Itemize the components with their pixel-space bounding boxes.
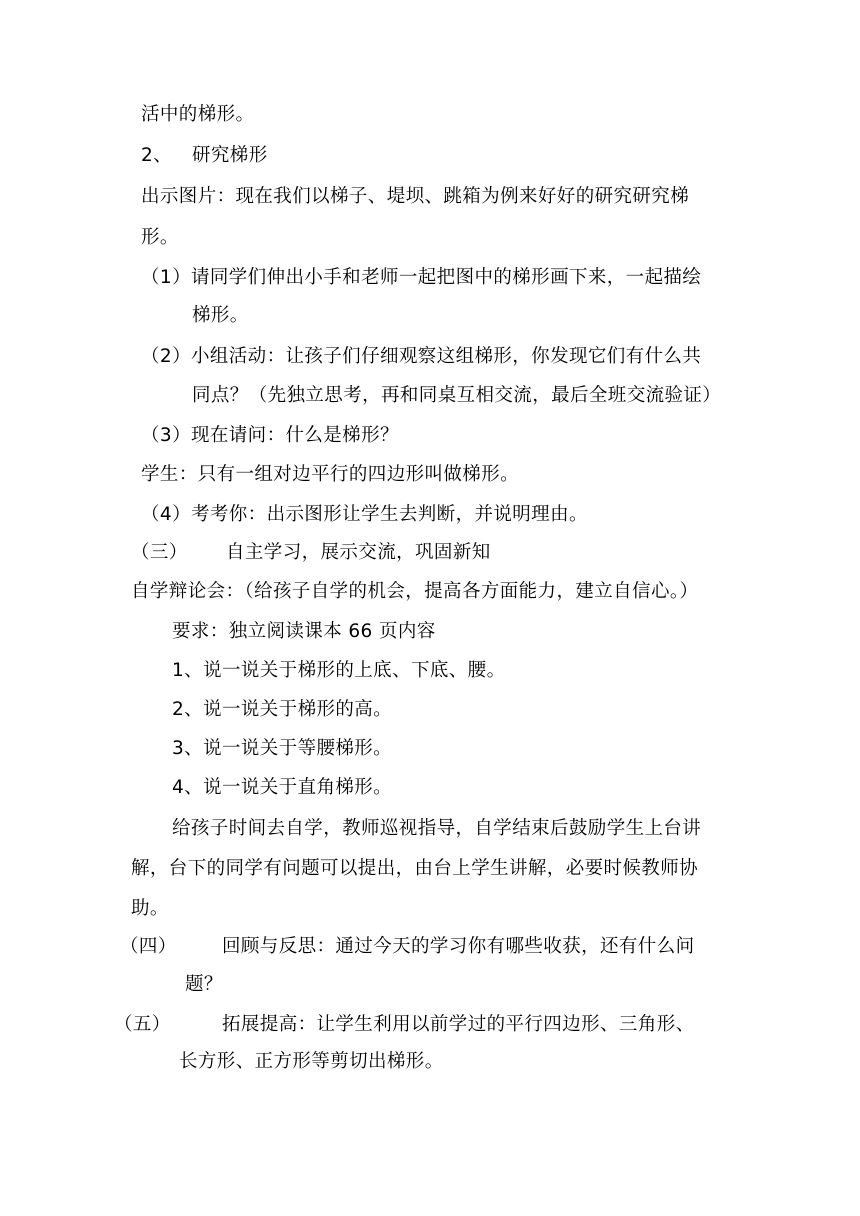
section-number: （四） bbox=[120, 936, 177, 957]
text-line: 自学辩论会：（给孩子自学的机会，提高各方面能力，建立自信心。） bbox=[131, 581, 699, 602]
paragraph-line: 助。 bbox=[131, 898, 169, 919]
section-number: 2、 bbox=[141, 145, 173, 166]
list-item: 4、说一说关于直角梯形。 bbox=[172, 777, 393, 798]
paragraph-line: 解，台下的同学有问题可以提出，由台上学生讲解，必要时候教师协 bbox=[131, 858, 699, 879]
list-item: 3、说一说关于等腰梯形。 bbox=[172, 738, 393, 759]
list-item-continuation: 同点？（先独立思考，再和同桌互相交流，最后全班交流验证） bbox=[192, 385, 722, 406]
list-item: （2）小组活动：让孩子们仔细观察这组梯形，你发现它们有什么共 bbox=[141, 346, 702, 367]
text-line: 学生：只有一组对边平行的四边形叫做梯形。 bbox=[141, 464, 520, 485]
list-item-continuation: 梯形。 bbox=[192, 305, 249, 326]
section-heading: 拓展提高：让学生利用以前学过的平行四边形、三角形、 bbox=[222, 1014, 695, 1035]
text-line: 活中的梯形。 bbox=[141, 104, 255, 125]
list-item: 1、说一说关于梯形的上底、下底、腰。 bbox=[172, 660, 506, 681]
list-item: 2、说一说关于梯形的高。 bbox=[172, 699, 393, 720]
list-item: （1）请同学们伸出小手和老师一起把图中的梯形画下来，一起描绘 bbox=[141, 267, 702, 288]
section-heading: 回顾与反思：通过今天的学习你有哪些收获，还有什么问 bbox=[222, 936, 695, 957]
section-heading: 自主学习，展示交流，巩固新知 bbox=[226, 542, 491, 563]
list-item: （4）考考你：出示图形让学生去判断，并说明理由。 bbox=[141, 504, 588, 525]
text-line: 形。 bbox=[141, 227, 179, 248]
section-heading-continuation: 长方形、正方形等剪切出梯形。 bbox=[179, 1051, 444, 1072]
section-heading-continuation: 题？ bbox=[185, 974, 223, 995]
section-number: （五） bbox=[114, 1014, 171, 1035]
section-number: （三） bbox=[131, 542, 188, 563]
paragraph-line: 给孩子时间去自学，教师巡视指导，自学结束后鼓励学生上台讲 bbox=[172, 818, 702, 839]
list-item: （3）现在请问：什么是梯形？ bbox=[141, 425, 399, 446]
section-heading: 研究梯形 bbox=[192, 145, 268, 166]
text-line: 要求：独立阅读课本 66 页内容 bbox=[172, 621, 436, 642]
text-line: 出示图片：现在我们以梯子、堤坝、跳箱为例来好好的研究研究梯 bbox=[141, 186, 690, 207]
